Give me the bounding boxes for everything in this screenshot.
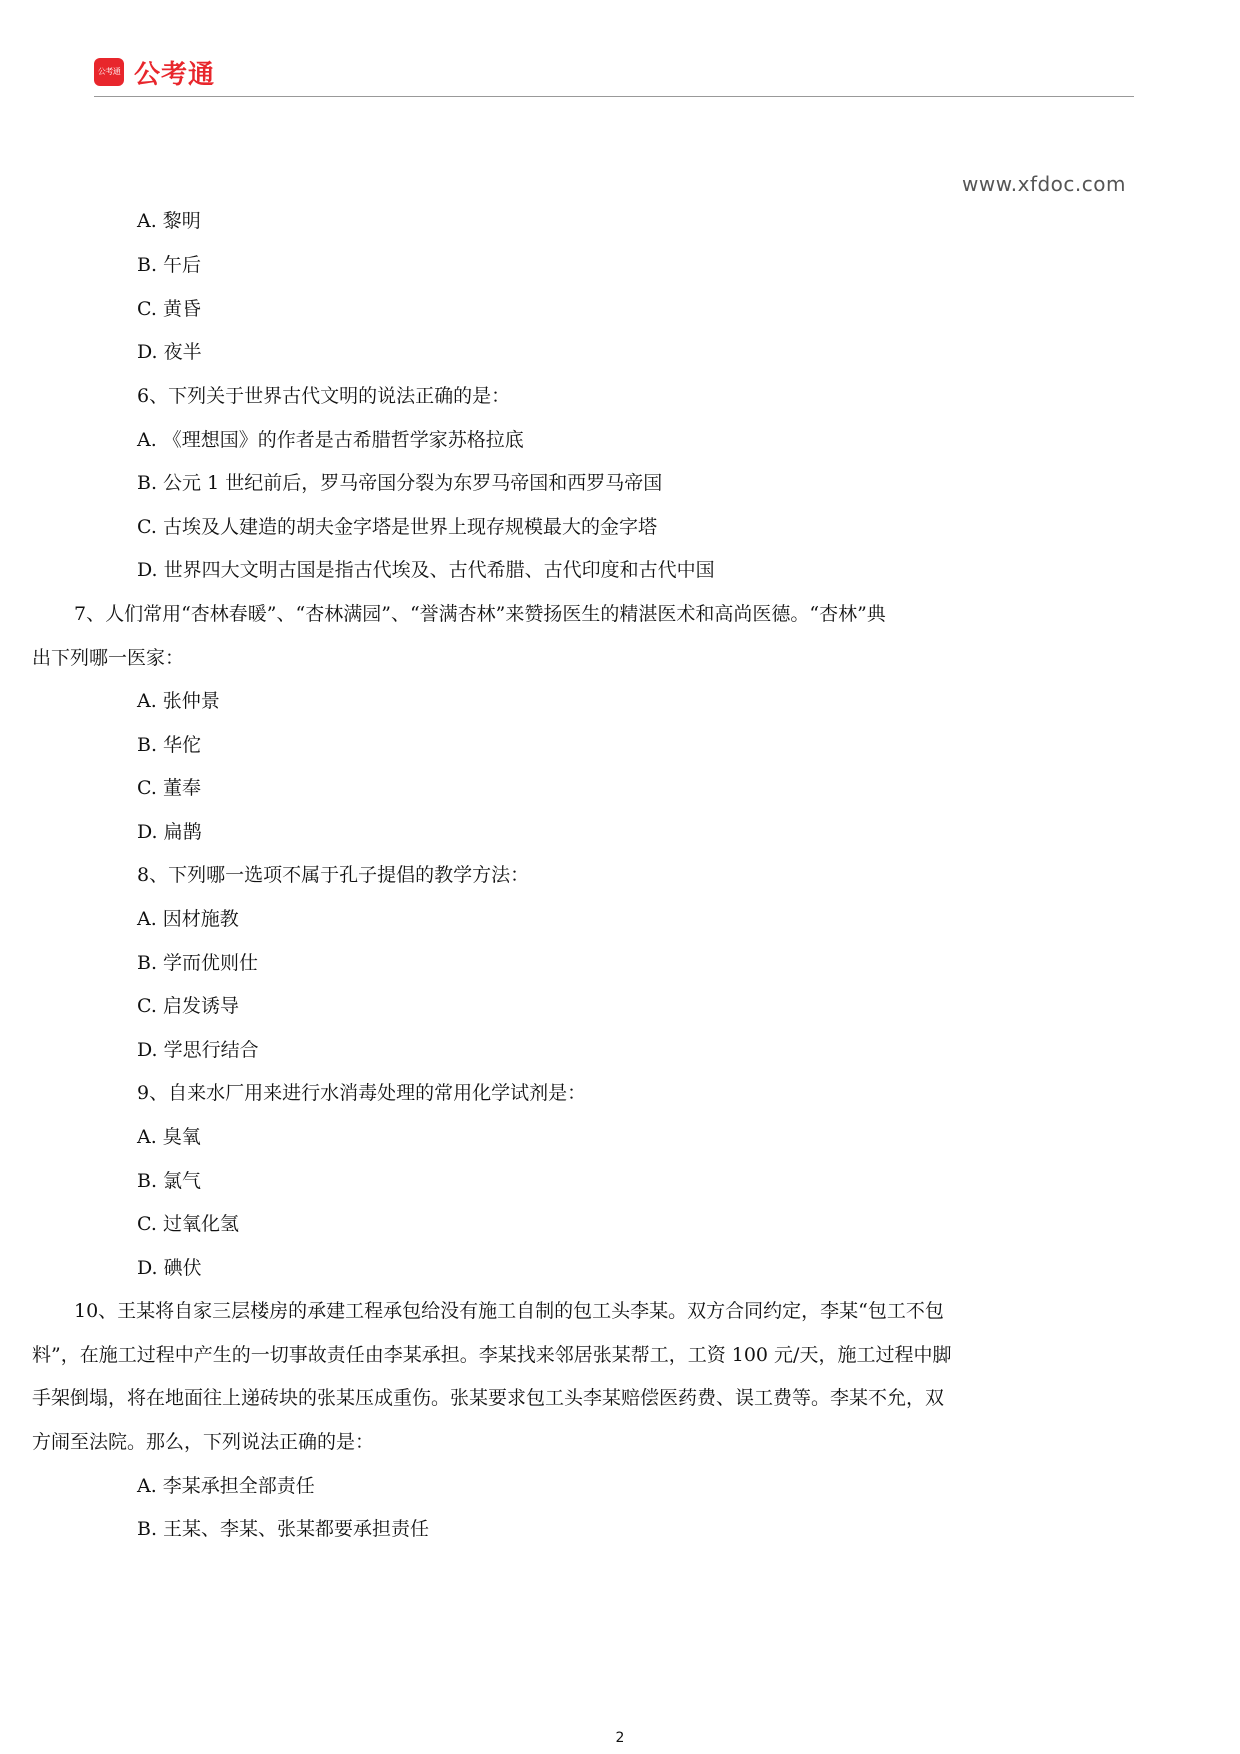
question-7-cont: 出下列哪一医家： [32, 647, 185, 669]
option-9b: B. 氯气 [137, 1170, 202, 1192]
option-8d: D. 学思行结合 [137, 1039, 259, 1061]
option-10b: B. 王某、李某、张某都要承担责任 [137, 1518, 430, 1540]
option-9a: A. 臭氧 [137, 1126, 201, 1148]
logo-icon: 公考通 [94, 58, 124, 86]
option-7c: C. 董奉 [137, 777, 201, 799]
question-8: 8、下列哪一选项不属于孔子提倡的教学方法： [137, 864, 530, 886]
site-url: www.xfdoc.com [962, 172, 1126, 196]
logo-text: 公考通 [134, 60, 216, 90]
option-7b: B. 华佗 [137, 734, 202, 756]
option-6d: D. 世界四大文明古国是指古代埃及、古代希腊、古代印度和古代中国 [137, 559, 715, 581]
option-6b: B. 公元 1 世纪前后，罗马帝国分裂为东罗马帝国和西罗马帝国 [137, 472, 663, 494]
question-9: 9、自来水厂用来进行水消毒处理的常用化学试剂是： [137, 1082, 587, 1104]
option-10a: A. 李某承担全部责任 [137, 1475, 315, 1497]
option-5a: A. 黎明 [137, 210, 201, 232]
page-number: 2 [615, 1730, 625, 1746]
option-5d: D. 夜半 [137, 341, 202, 363]
question-10-cont-3: 方闹至法院。那么，下列说法正确的是： [32, 1431, 375, 1453]
option-5c: C. 黄昏 [137, 298, 201, 320]
header [94, 56, 1134, 96]
option-8c: C. 启发诱导 [137, 995, 239, 1017]
header-divider [94, 96, 1134, 97]
question-6: 6、下列关于世界古代文明的说法正确的是： [137, 385, 511, 407]
option-6c: C. 古埃及人建造的胡夫金字塔是世界上现存规模最大的金字塔 [137, 516, 657, 538]
option-7a: A. 张仲景 [137, 690, 220, 712]
option-7d: D. 扁鹊 [137, 821, 202, 843]
question-10-cont-2: 手架倒塌，将在地面往上递砖块的张某压成重伤。张某要求包工头李某赔偿医药费、误工费等。李某不允，双 [32, 1387, 945, 1409]
question-10: 10、王某将自家三层楼房的承建工程承包给没有施工自制的包工头李某。双方合同约定，李某“包工不包 [74, 1300, 944, 1322]
option-5b: B. 午后 [137, 254, 202, 276]
option-8b: B. 学而优则仕 [137, 952, 259, 974]
option-8a: A. 因材施教 [137, 908, 239, 930]
option-9d: D. 碘伏 [137, 1257, 202, 1279]
question-10-cont-1: 料”，在施工过程中产生的一切事故责任由李某承担。李某找来邻居张某帮工，工资 100 元/天，施工过程中脚 [32, 1344, 952, 1366]
question-7: 7、人们常用“杏林春暖”、“杏林满园”、“誉满杏林”来赞扬医生的精湛医术和高尚医德。“杏林”典 [74, 603, 886, 625]
option-9c: C. 过氧化氢 [137, 1213, 239, 1235]
option-6a: A. 《理想国》的作者是古希腊哲学家苏格拉底 [137, 429, 524, 451]
